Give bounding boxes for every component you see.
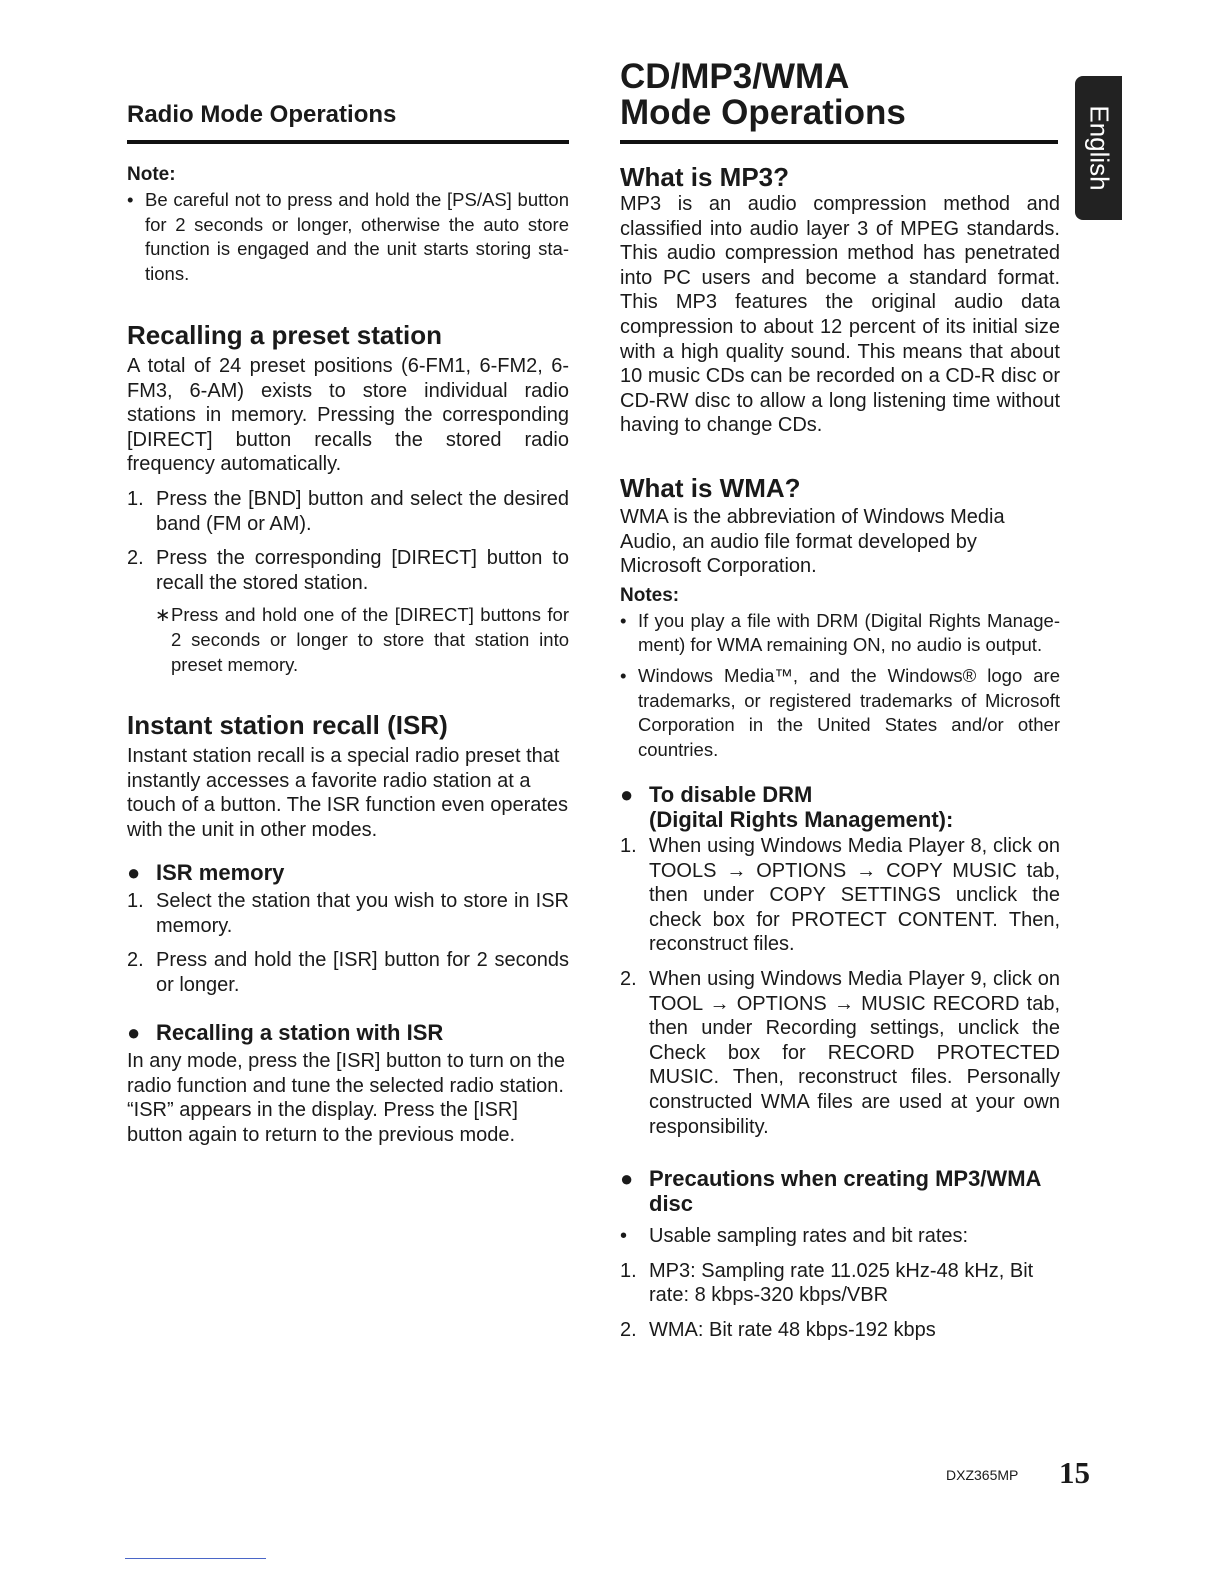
isr-section: [127, 710, 569, 842]
bullet-dot-icon: •: [620, 1225, 628, 1247]
wma-section: [620, 473, 1060, 762]
drm-step-1: 1. When using Windows Media Player 8, click on TOOLS → OPTIONS → COPY MUSIC tab, then under COPY SETTINGS unclick the check box for PROTECT CONTENT. Then, reconstruct files.: [620, 835, 1060, 956]
mp3-heading: What is MP3?: [620, 162, 790, 192]
recall-isr-section: [127, 1020, 569, 1147]
language-tab: [1075, 76, 1122, 220]
note-bullet: • Be careful not to press and hold the [PS/AS] button for 2 seconds or longer, otherwise the auto store function is engaged and the unit starts storing sta-tions.: [127, 189, 569, 284]
left-title-rule: [127, 140, 569, 144]
drm-section: [620, 782, 1060, 1139]
recalling-step-2: 2. Press the corresponding [DIRECT] button to recall the stored station.: [127, 547, 569, 594]
bottom-link-line: [125, 1558, 266, 1559]
bullet-dot-icon: ●: [620, 1166, 634, 1191]
right-title-rule: [620, 140, 1058, 144]
recall-isr-heading: ● Recalling a station with ISR: [127, 1020, 444, 1045]
title-line-2: Mode Operations: [620, 93, 906, 132]
note-item-2: • Windows Media™, and the Windows® logo are trademarks, or registered trademarks of Microsoft Corporation in the United States and/or other countries.: [620, 664, 1060, 760]
isr-memory-heading: ● ISR memory: [127, 860, 285, 885]
wma-heading: What is WMA?: [620, 473, 801, 503]
drm-step-2: 2. When using Windows Media Player 9, click on TOOL → OPTIONS → MUSIC RECORD tab, then under Recording settings, unclick the Check box for RECORD PROTECTED MUSIC. Then, reconstruct files. Personally constructed WMA files are used at your own responsibility.: [620, 967, 1060, 1138]
bullet-dot-icon: •: [620, 609, 627, 631]
model-number: DXZ365MP: [946, 1467, 1019, 1483]
precautions-bullet: • Usable sampling rates and bit rates:: [620, 1225, 969, 1247]
precautions-item-2: 2. WMA: Bit rate 48 kbps-192 kbps: [620, 1318, 936, 1341]
isr-memory-step-1: 1. Select the station that you wish to store in ISR memory.: [127, 890, 569, 937]
asterisk-icon: ∗: [155, 604, 171, 626]
recalling-star-note: ∗ Press and hold one of the [DIRECT] buttons for 2 seconds or longer to store that station into preset memory.: [155, 604, 569, 675]
recalling-step-1: 1. Press the [BND] button and select the desired band (FM or AM).: [127, 487, 569, 535]
isr-intro: Instant station recall is a special radio preset that instantly accesses a favorite radio station at a touch of a button. The ISR function even operates with the unit in other modes.: [127, 745, 569, 841]
isr-heading: Instant station recall (ISR): [127, 710, 448, 740]
language-tab-label: English: [1084, 105, 1114, 191]
precautions-heading: ● Precautions when creating MP3/WMA disc: [620, 1166, 1042, 1216]
bullet-dot-icon: ●: [127, 1020, 141, 1045]
isr-memory-section: [127, 860, 569, 997]
wma-text: WMA is the abbreviation of Windows Media Audio, an audio file format developed by Microsoft Corporation.: [620, 506, 1005, 578]
title-line-1: CD/MP3/WMA: [620, 57, 850, 96]
notes-label: Notes:: [620, 584, 680, 606]
isr-memory-step-2: 2. Press and hold the [ISR] button for 2 seconds or longer.: [127, 949, 569, 996]
mp3-section: [620, 162, 1060, 438]
right-title: [620, 59, 906, 131]
bullet-dot-icon: •: [127, 189, 134, 210]
note-label: Note:: [127, 164, 176, 185]
bullet-dot-icon: ●: [127, 860, 141, 885]
note-item-1: • If you play a file with DRM (Digital Rights Manage-ment) for WMA remaining ON, no audio is output.: [620, 609, 1060, 656]
recalling-intro: A total of 24 preset positions (6-FM1, 6-FM2, 6-FM3, 6-AM) exists to store individual radio stations in memory. Pressing the corresponding [DIRECT] button recalls the stored radio frequency automatically.: [127, 355, 569, 476]
precautions-section: [620, 1166, 1062, 1342]
mp3-text: MP3 is an audio compression method and classified into audio layer 3 of MPEG standards. This audio compression method has penetrated into PC users and become a standard format. This MP3 features the original audio data compression to about 12 percent of its initial size with a high quality sound. This means that about 10 music CDs can be recorded on a CD-R disc or CD-RW disc to allow a long listening time without having to change CDs.: [620, 193, 1060, 437]
precautions-item-1: 1. MP3: Sampling rate 11.025 kHz-48 kHz, Bit rate: 8 kbps-320 kbps/VBR: [620, 1259, 1034, 1307]
note-block: [127, 164, 569, 286]
bullet-dot-icon: •: [620, 664, 627, 686]
bullet-dot-icon: ●: [620, 782, 634, 807]
recalling-section: [127, 320, 569, 677]
left-section-title: Radio Mode Operations: [127, 101, 397, 128]
recall-isr-text: In any mode, press the [ISR] button to turn on the radio function and tune the selected radio station. “ISR” appears in the display. Press the [ISR] button again to return to the previous mode.: [127, 1050, 566, 1146]
drm-heading: ● To disable DRM (Digital Rights Management):: [620, 782, 954, 832]
page-number: 15: [1059, 1455, 1090, 1490]
recalling-heading: Recalling a preset station: [127, 320, 442, 350]
